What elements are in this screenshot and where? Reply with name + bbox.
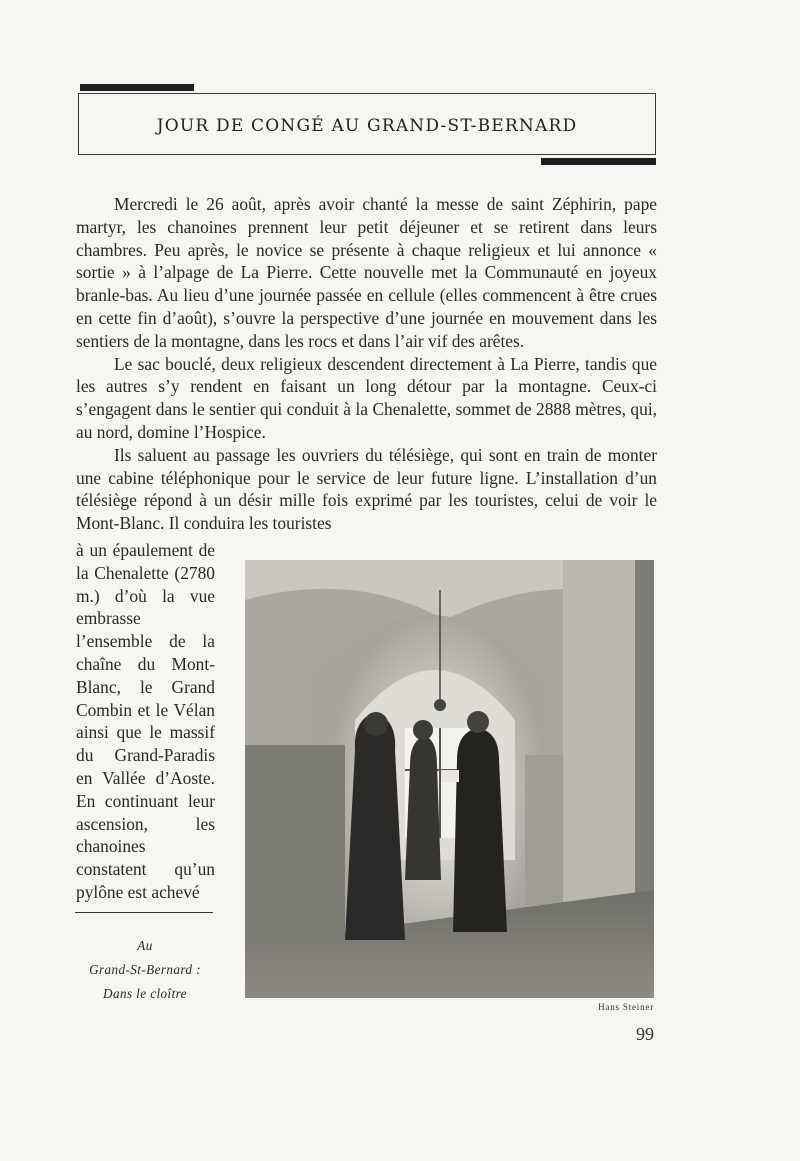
photo-credit: Hans Steiner [598, 1002, 654, 1012]
cloister-photo [245, 560, 654, 998]
photo-caption [60, 934, 230, 1006]
title-frame [78, 93, 656, 155]
article-body [76, 193, 657, 535]
page-title: JOUR DE CONGÉ AU GRAND-ST-BERNARD [156, 116, 578, 136]
cloister-photo-illustration [245, 560, 654, 998]
header-bar-bottom [541, 158, 656, 165]
paragraph: Ils saluent au passage les ouvriers du télésiège, qui sont en train de monter une cabine téléphonique pour le service de leur future ligne. L’installation d’un télésiège répond à un désir mille fois exprimé par les touristes, celui de voir le Mont-Blanc. Il conduira les touristes [76, 444, 657, 534]
caption-line: Au [137, 938, 153, 953]
caption-line: Grand-St-Bernard : [89, 962, 201, 977]
page-number: 99 [636, 1024, 654, 1044]
narrow-column-text: à un épaulement de la Chenalette (2780 m.) d’où la vue embrasse l’ensemble de la chaîne du Mont-Blanc, le Grand Combin et le Vélan ainsi que le massif du Grand-Paradis en Vallée d’Aoste. En continuant leur ascension, les chanoines constatent qu’un pylône est achevé [76, 540, 215, 902]
paragraph: Mercredi le 26 août, après avoir chanté la messe de saint Zéphirin, pape martyr, les chanoines prennent leur petit déjeuner et se retirent dans leurs chambres. Peu après, le novice se présente à chaque religieux et lui annonce « sortie » à l’alpage de La Pierre. Cette nouvelle met la Communauté en joyeux branle-bas. Au lieu d’une journée passée en cellule (elles commencent à être crues en cette fin d’août), s’ouvre la perspective d’une journée en mouvement dans les sentiers de la montagne, dans les rocs et dans l’air vif des arêtes. [76, 194, 657, 351]
caption-line: Dans le cloître [103, 986, 187, 1001]
caption-rule [75, 912, 213, 913]
paragraph: Le sac bouclé, deux religieux descendent directement à La Pierre, tandis que les autres s’y rendent en faisant un long détour par la montagne. Ceux-ci s’engagent dans le sentier qui conduit à la Chenalette, sommet de 2888 mètres, qui, au nord, domine l’Hospice. [76, 353, 657, 442]
header-bar-top-thin [80, 89, 194, 91]
